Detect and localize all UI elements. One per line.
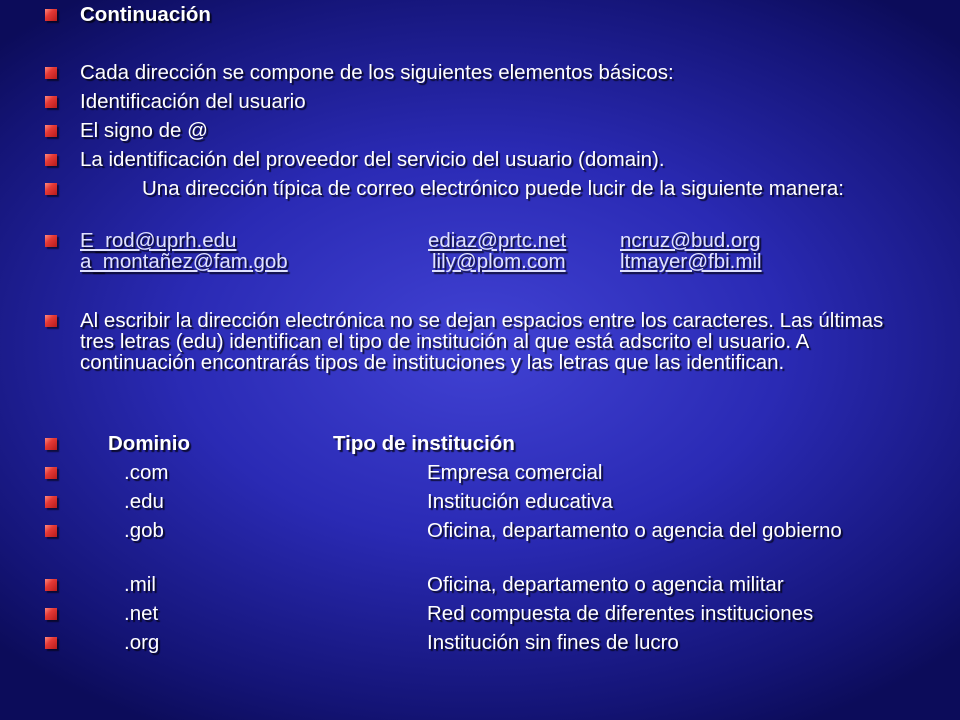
email-link[interactable]: E_rod@uprh.edu (80, 229, 237, 252)
slide-heading: Continuación (80, 3, 211, 26)
domain-cell: .edu (124, 490, 164, 513)
email-link[interactable]: ediaz@prtc.net (428, 229, 567, 252)
bullet-icon (45, 183, 57, 195)
bullet-icon (45, 579, 57, 591)
bullet-icon (45, 125, 57, 137)
element-item: Identificación del usuario (80, 90, 306, 113)
domain-cell: .org (124, 631, 160, 654)
bullet-icon (45, 67, 57, 79)
domain-cell: .mil (124, 573, 156, 596)
type-cell: Oficina, departamento o agencia militar (427, 573, 784, 596)
table-header-domain: Dominio (108, 432, 190, 455)
email-link[interactable]: a_montañez@fam.gob (80, 250, 288, 273)
bullet-icon (45, 525, 57, 537)
element-item: El signo de @ (80, 119, 208, 142)
bullet-icon (45, 637, 57, 649)
bullet-icon (45, 608, 57, 620)
domain-cell: .net (124, 602, 159, 625)
bullet-icon (45, 154, 57, 166)
intro-text: Cada dirección se compone de los siguientes elementos básicos: (80, 61, 674, 84)
bullet-icon (45, 9, 57, 21)
email-link[interactable]: ltmayer@fbi.mil (620, 250, 762, 273)
email-link[interactable]: ncruz@bud.org (620, 229, 761, 252)
example-intro-text: Una dirección típica de correo electrónico puede lucir de la siguiente manera: (142, 177, 844, 200)
domain-cell: .gob (124, 519, 164, 542)
type-cell: Institución sin fines de lucro (427, 631, 679, 654)
bullet-icon (45, 467, 57, 479)
domain-cell: .com (124, 461, 169, 484)
email-link[interactable]: lily@plom.com (432, 250, 566, 273)
bullet-icon (45, 96, 57, 108)
element-item: La identificación del proveedor del servicio del usuario (domain). (80, 148, 665, 171)
explanation-paragraph: Al escribir la dirección electrónica no se dejan espacios entre los caracteres. Las últimas tres letras (edu) identifican el tipo de institución al que está adscrito el usuario. A continuación encontrarás tipos de instituciones y las letras que las identifican. (80, 309, 884, 374)
bullet-icon (45, 438, 57, 450)
type-cell: Oficina, departamento o agencia del gobierno (427, 519, 842, 542)
bullet-icon (45, 315, 57, 327)
bullet-icon (45, 235, 57, 247)
type-cell: Red compuesta de diferentes instituciones (427, 602, 814, 625)
type-cell: Empresa comercial (427, 461, 603, 484)
type-cell: Institución educativa (427, 490, 613, 513)
bullet-icon (45, 496, 57, 508)
table-header-type: Tipo de institución (333, 432, 515, 455)
